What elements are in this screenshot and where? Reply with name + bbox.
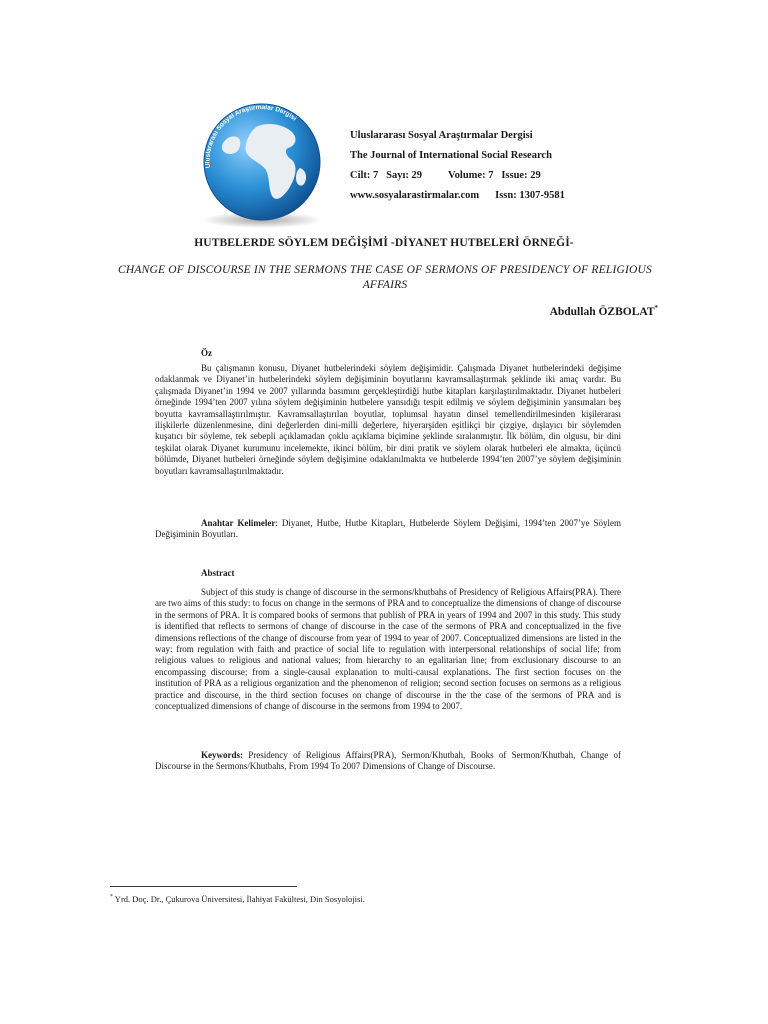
website-link[interactable]: www.sosyalarastirmalar.com bbox=[350, 190, 480, 201]
issue-en: Volume: 7 Issue: 29 bbox=[448, 170, 541, 181]
title-turkish: HUTBELERDE SÖYLEM DEĞİŞİMİ -DİYANET HUTBELERİ ÖRNEĞİ- bbox=[194, 237, 574, 249]
footnote-marker: * bbox=[110, 894, 113, 901]
logo-arc-text: Uluslararası Sosyal Araştırmalar Dergisi bbox=[204, 104, 298, 169]
footnote bbox=[110, 894, 365, 904]
title-english: CHANGE OF DISCOURSE IN THE SERMONS THE CASE OF SERMONS OF PRESIDENCY OF RELIGIOUS AFFAIRS bbox=[118, 264, 652, 291]
author-footnote-marker[interactable]: * bbox=[654, 304, 658, 312]
journal-name-tr: Uluslararası Sosyal Araştırmalar Dergisi bbox=[350, 130, 533, 141]
keywords-en-label: Keywords: bbox=[201, 750, 243, 760]
footnote-text: Yrd. Doç. Dr., Çukurova Üniversitesi, İlahiyat Fakültesi, Din Sosyolojisi. bbox=[113, 894, 365, 904]
issue-tr: Cilt: 7 Sayı: 29 bbox=[350, 170, 423, 181]
globe-logo bbox=[188, 98, 336, 230]
keywords-tr-text: : Diyanet, Hutbe, Hutbe Kitapları, Hutbelerde Söylem Değişimi, 1994’ten 2007’ye Söylem Değişiminin Boyutları. bbox=[155, 518, 621, 540]
oz-paragraph bbox=[155, 363, 621, 477]
keywords-tr-paragraph bbox=[155, 518, 621, 541]
footnote-divider bbox=[110, 886, 297, 887]
journal-name-en: The Journal of International Social Research bbox=[350, 150, 552, 161]
journal-web bbox=[350, 186, 565, 206]
author-text: Abdullah ÖZBOLAT bbox=[549, 305, 655, 318]
oz-body: Bu çalışmanın konusu, Diyanet hutbelerindeki söylem değişimidir. Çalışmada Diyanet hutbelerindeki değişime odaklanmak ve Diyanet’in hutbelerindeki söylem değişiminin boyutlarını kavramsallaştırmak şeklinde iki amaç vardır. Bu çalışmada Diyanet’in 1994 ve 2007 yıllarında basımını gerçekleştirdiği hutbe kitapları karşılaştırılmaktadır. Diyanet hutbeleri örneğinde 1994’ten 2007 yılına söylem değişiminin hutbelere yansıdığı tespit edilmiş ve söylem değişiminin yansımaları beş boyutta kavramsallaştırılmıştır. Kavramsallaştırılan boyutlar, toplumsal hayatın dinsel temellendirilmesinden kişilerarası ilişkilerle düzenlenmesine, dini değerlerden dini-milli değerlere, hiyerarşiden eşitlikçi bir çizgiye, dışlayıcı bir söylemden kuşatıcı bir söyleme, tek sebepli açıklamadan çoklu açıklama biçimine şeklinde sıralanmıştır. İlk bölüm, din olgusu, bir dini teşkilat olarak Diyanet kurumunu incelemekte, ikinci bölüm, bir dini pratik ve söylem olarak hutbeleri ele almakta, üçüncü bölümde, Diyanet hutbeleri örneğinde söylem değişimine odaklanılmakta ve hutbelerde 1994’ten 2007’ye söylem değişiminin boyutları kavramsallaştırılmaktadır. bbox=[155, 363, 621, 476]
keywords-english bbox=[155, 750, 621, 773]
journal-issue bbox=[350, 166, 565, 186]
journal-info bbox=[350, 126, 565, 206]
issn: Issn: 1307-9581 bbox=[495, 190, 565, 201]
abstract-heading: Abstract bbox=[201, 568, 235, 578]
oz-heading: Öz bbox=[201, 348, 212, 358]
abstract-body: Subject of this study is change of discourse in the sermons/khutbahs of Presidency of Religious Affairs(PRA). There are two aims of this study: to focus on change in the sermons of PRA and to conceptualize the dimensions of change of discourse in the sermons of PRA. It is compared books of sermons that publish of PRA in years of 1994 and 2007 in this study. This study is identified that reflects to sermons of change of discourse in the case of the sermons of PRA and conceptualized in the five dimensions reflections of the change of discourse from year of 1994 to year of 2007. Conceptualized dimensions are listed in the way: from regulation with faith and practice of social life to regulation with interpersonal relationships of social life; from religious values to religious and national values; from hierarchy to an egalitarian line; from exclusionary discourse to an encompassing discourse; from a single-causal explanation to multi-causal explanations. The first section focuses on the institution of PRA as a religious organization and the phenomenon of religion; second section focuses on sermons as a religious practice and discourse, in the third section focuses on change of discourse in the the case of the sermons of PRA and is conceptualized dimensions of change of discourse in the sermons from 1994 to 2007. bbox=[155, 587, 621, 712]
keywords-en-paragraph bbox=[155, 750, 621, 773]
author-name bbox=[550, 304, 658, 318]
keywords-turkish bbox=[155, 518, 621, 541]
keywords-en-text: Presidency of Religious Affairs(PRA), Sermon/Khutbah, Books of Sermon/Khutbah, Change of Discourse in the Sermons/Khutbahs, From 1994 To 2007 Dimensions of Change of Discourse. bbox=[155, 750, 621, 772]
keywords-tr-label: Anahtar Kelimeler bbox=[201, 518, 276, 528]
abstract-paragraph bbox=[155, 587, 621, 712]
